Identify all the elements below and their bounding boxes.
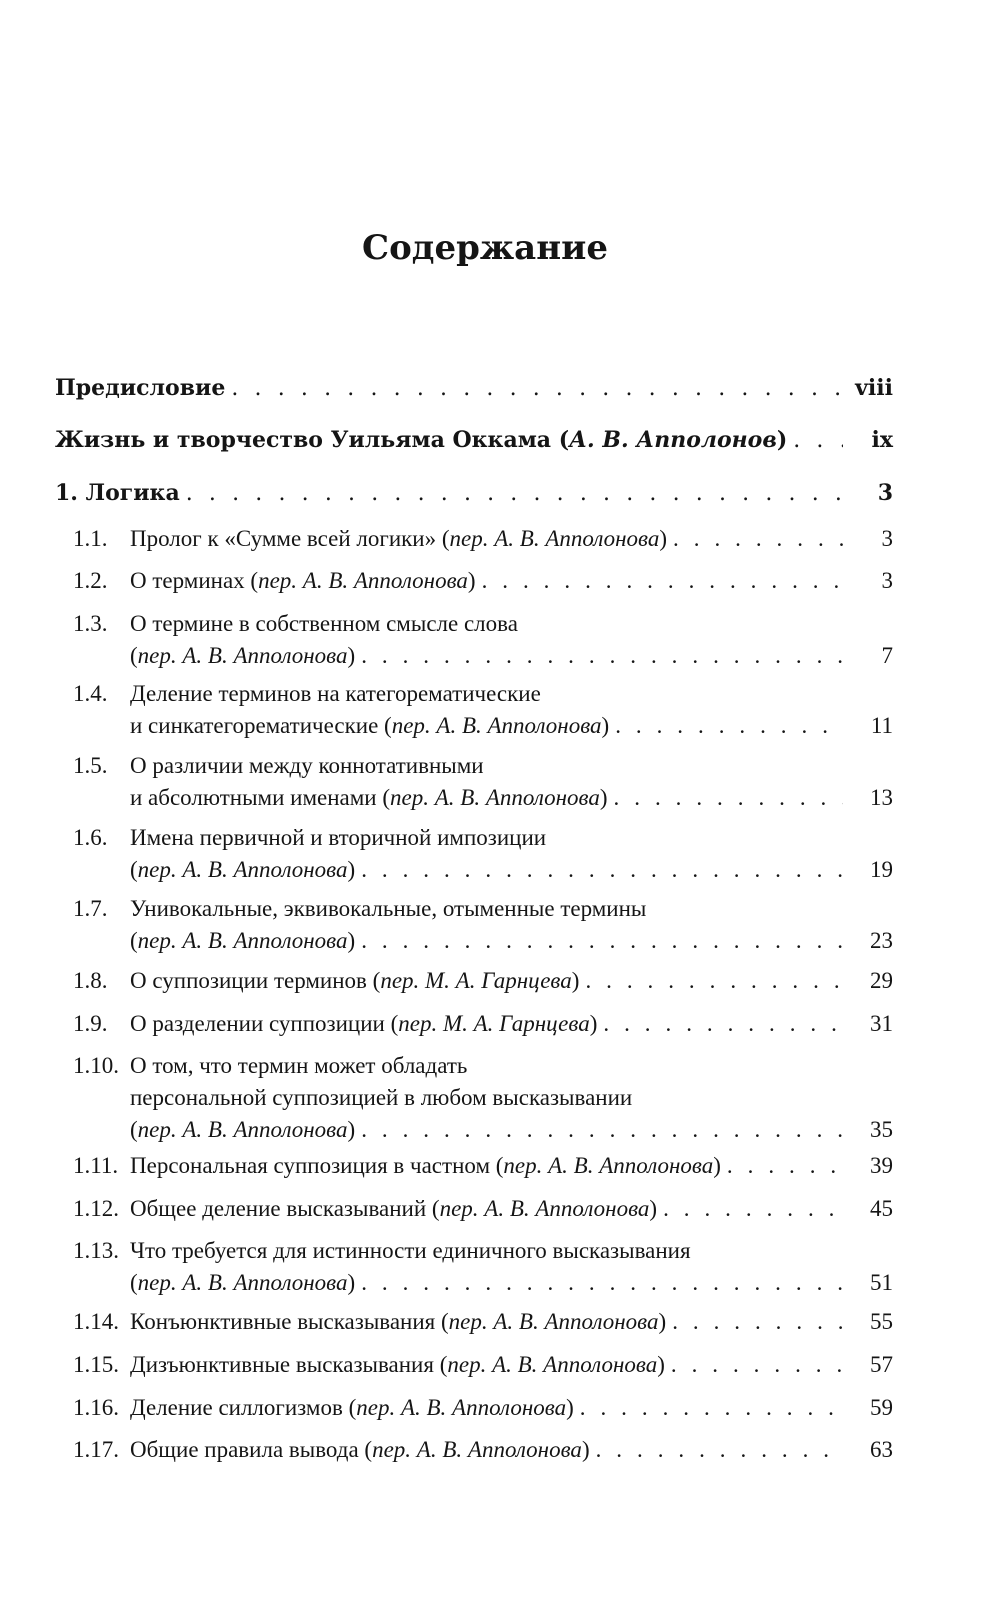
page-number: 7 bbox=[881, 643, 893, 668]
page-number: 39 bbox=[870, 1153, 893, 1178]
open-paren: ( bbox=[130, 1270, 138, 1295]
dot-leader bbox=[615, 710, 843, 742]
page-number: ix bbox=[871, 427, 893, 453]
open-paren: ( bbox=[130, 857, 138, 882]
dot-leader bbox=[727, 1150, 843, 1182]
page-number: 35 bbox=[870, 1117, 893, 1142]
page-number: 45 bbox=[870, 1196, 893, 1221]
entry-title: Жизнь и творчество Уильяма Оккама ( bbox=[55, 427, 570, 453]
entry-title-line: Унивокальные, эквивокальные, отыменные термины bbox=[130, 896, 647, 921]
entry-number: 1.4. bbox=[73, 681, 108, 706]
page-number: 63 bbox=[870, 1437, 893, 1462]
toc-entry[interactable]: 1.16. Деление силлогизмов (пер. А. В. Апполонова) . . . 59 bbox=[73, 1392, 893, 1424]
toc-entry[interactable]: 1.13. Что требуется для истинности единичного высказывания (пер. А. В. Апполонова) . . . 51 bbox=[73, 1235, 893, 1299]
entry-title: Предисловие bbox=[55, 375, 226, 401]
entry-number: 1.1. bbox=[73, 526, 108, 551]
entry-title: 1. Логика bbox=[55, 480, 180, 506]
toc-entry[interactable]: 1.9. О разделении суппозиции (пер. М. А. Гарнцева) . . . 31 bbox=[73, 1008, 893, 1040]
entry-number: 1.17. bbox=[73, 1437, 119, 1462]
toc-entry[interactable]: 1.8. О суппозиции терминов (пер. М. А. Гарнцева) . . . 29 bbox=[73, 965, 893, 997]
open-paren: ( bbox=[130, 643, 138, 668]
toc-entry[interactable]: 1.11. Персональная суппозиция в частном (пер. А. В. Апполонова) . . . 39 bbox=[73, 1150, 893, 1182]
entry-credit: пер. А. В. Апполонова bbox=[503, 1153, 714, 1178]
dot-leader bbox=[361, 640, 843, 672]
dot-leader bbox=[361, 854, 843, 886]
dot-leader bbox=[603, 1008, 843, 1040]
entry-number: 1.12. bbox=[73, 1196, 119, 1221]
entry-credit: пер. А. В. Апполонова bbox=[137, 1117, 348, 1142]
entry-title: и синкатегорематические ( bbox=[130, 713, 392, 738]
entry-number: 1.5. bbox=[73, 753, 108, 778]
toc-entry[interactable]: 1.7. Унивокальные, эквивокальные, отыменные термины (пер. А. В. Апполонова) . . . 23 bbox=[73, 893, 893, 957]
toc-entry-life-and-work[interactable] bbox=[55, 424, 893, 457]
page-number: 3 bbox=[881, 568, 893, 593]
toc-entry-logic[interactable] bbox=[55, 477, 893, 510]
entry-title: Дизъюнктивные высказывания ( bbox=[130, 1352, 448, 1377]
toc-entry[interactable]: 1.17. Общие правила вывода (пер. А. В. Апполонова) . . . 63 bbox=[73, 1434, 893, 1466]
entry-number: 1.3. bbox=[73, 611, 108, 636]
page-number: 13 bbox=[870, 785, 893, 810]
toc-entry[interactable]: 1.5. О различии между коннотативными и абсолютными именами (пер. А. В. Апполонова) . . . 13 bbox=[73, 750, 893, 814]
entry-title: Общее деление высказываний ( bbox=[130, 1196, 440, 1221]
dot-leader bbox=[482, 565, 843, 597]
entry-title-line: персональной суппозицией в любом высказывании bbox=[130, 1085, 633, 1110]
page-number: 55 bbox=[870, 1309, 893, 1334]
entry-credit: пер. А. В. Апполонова bbox=[449, 526, 660, 551]
entry-credit: пер. А. В. Апполонова bbox=[137, 928, 348, 953]
entry-title: и абсолютными именами ( bbox=[130, 785, 391, 810]
entry-credit: пер. А. В. Апполонова bbox=[356, 1395, 567, 1420]
dot-leader bbox=[231, 373, 843, 405]
entry-credit: пер. А. В. Апполонова bbox=[390, 785, 600, 810]
page-number: 11 bbox=[870, 713, 893, 738]
toc-entry[interactable]: 1.2. О терминах (пер. А. В. Апполонова) . . . 3 bbox=[73, 565, 893, 597]
entry-number: 1.16. bbox=[73, 1395, 119, 1420]
page-number: 3 bbox=[881, 526, 893, 551]
toc-entry[interactable]: 1.14. Конъюнктивные высказывания (пер. А. В. Апполонова) . . . 55 bbox=[73, 1306, 893, 1338]
dot-leader bbox=[673, 523, 843, 555]
entry-title-line: О различии между коннотативными bbox=[130, 753, 484, 778]
dot-leader bbox=[186, 478, 843, 510]
entry-number: 1.11. bbox=[73, 1153, 119, 1178]
entry-title-line: Имена первичной и вторичной импозиции bbox=[130, 825, 547, 850]
entry-number: 1.13. bbox=[73, 1238, 119, 1263]
page-number: 19 bbox=[870, 857, 893, 882]
entry-credit: А. В. Апполонов bbox=[569, 427, 777, 453]
entry-number: 1.7. bbox=[73, 896, 108, 921]
toc-entry[interactable]: 1.15. Дизъюнктивные высказывания (пер. А. В. Апполонова) . . . 57 bbox=[73, 1349, 893, 1381]
dot-leader bbox=[596, 1434, 843, 1466]
entry-title: О терминах ( bbox=[130, 568, 259, 593]
toc-entry[interactable]: 1.3. О термине в собственном смысле слова (пер. А. В. Апполонова) . . . 7 bbox=[73, 608, 893, 672]
entry-title: Конъюнктивные высказывания ( bbox=[130, 1309, 449, 1334]
entry-title: Общие правила вывода ( bbox=[130, 1437, 373, 1462]
toc-entry[interactable]: 1.1. Пролог к «Сумме всей логики» (пер. А. В. Апполонова) . . . 3 bbox=[73, 523, 893, 555]
page-title: Содержание bbox=[362, 228, 608, 268]
dot-leader bbox=[663, 1193, 843, 1225]
dot-leader bbox=[580, 1392, 843, 1424]
page-number: 57 bbox=[870, 1352, 893, 1377]
entry-title: О разделении суппозиции ( bbox=[130, 1011, 399, 1036]
dot-leader bbox=[361, 925, 843, 957]
entry-credit: пер. А. В. Апполонова bbox=[137, 643, 348, 668]
entry-credit: пер. А. В. Апполонова bbox=[258, 568, 468, 593]
entry-close-paren: ) bbox=[776, 427, 788, 453]
entry-credit: пер. А. В. Апполонова bbox=[137, 1270, 348, 1295]
entry-number: 1.14. bbox=[73, 1309, 119, 1334]
page-number: 51 bbox=[870, 1270, 893, 1295]
entry-number: 1.2. bbox=[73, 568, 108, 593]
page-number: 3 bbox=[877, 480, 893, 506]
entry-number: 1.9. bbox=[73, 1011, 108, 1036]
toc-entry-preface[interactable] bbox=[55, 372, 893, 405]
dot-leader bbox=[614, 782, 843, 814]
dot-leader bbox=[361, 1114, 843, 1146]
entry-title-line: О том, что термин может обладать bbox=[130, 1053, 468, 1078]
entry-title-line: О термине в собственном смысле слова bbox=[130, 611, 518, 636]
page-number: 59 bbox=[870, 1395, 893, 1420]
entry-title-line: Что требуется для истинности единичного высказывания bbox=[130, 1238, 691, 1263]
toc-entry[interactable]: 1.4. Деление терминов на категорематические и синкатегорематические (пер. А. В. Апполонова) . . . 11 bbox=[73, 678, 893, 742]
entry-number: 1.15. bbox=[73, 1352, 119, 1377]
open-paren: ( bbox=[130, 928, 138, 953]
entry-title: Пролог к «Сумме всей логики» ( bbox=[130, 526, 450, 551]
page-number: viii bbox=[855, 375, 893, 401]
entry-title: О суппозиции терминов ( bbox=[130, 968, 381, 993]
dot-leader bbox=[361, 1267, 843, 1299]
entry-title-line: Деление терминов на категорематические bbox=[130, 681, 541, 706]
open-paren: ( bbox=[130, 1117, 138, 1142]
entry-number: 1.8. bbox=[73, 968, 108, 993]
dot-leader bbox=[585, 965, 843, 997]
dot-leader bbox=[793, 425, 843, 457]
entry-credit: пер. А. В. Апполонова bbox=[137, 857, 348, 882]
entry-title: Деление силлогизмов ( bbox=[130, 1395, 357, 1420]
entry-credit: пер. А. В. Апполонова bbox=[372, 1437, 582, 1462]
entry-number: 1.10. bbox=[73, 1053, 119, 1078]
entry-number: 1.6. bbox=[73, 825, 108, 850]
entry-title: Персональная суппозиция в частном ( bbox=[130, 1153, 504, 1178]
page-number: 23 bbox=[870, 928, 893, 953]
page-number: 31 bbox=[870, 1011, 893, 1036]
dot-leader bbox=[671, 1349, 843, 1381]
entry-credit: пер. А. В. Апполонова bbox=[447, 1352, 658, 1377]
toc-entry[interactable]: 1.6. Имена первичной и вторичной импозиции (пер. А. В. Апполонова) . . . 19 bbox=[73, 822, 893, 886]
entry-credit: пер. А. В. Апполонова bbox=[448, 1309, 659, 1334]
toc-entry[interactable]: 1.12. Общее деление высказываний (пер. А. В. Апполонова) . . . 45 bbox=[73, 1193, 893, 1225]
toc-entry[interactable]: 1.10. О том, что термин может обладать персональной суппозицией в любом высказывании (пер. А. В. Апполонова) . . . 35 bbox=[73, 1050, 893, 1146]
entry-credit: пер. М. А. Гарнцева bbox=[398, 1011, 590, 1036]
entry-credit: пер. А. В. Апполонова bbox=[391, 713, 602, 738]
page-number: 29 bbox=[870, 968, 893, 993]
entry-credit: пер. А. В. Апполонова bbox=[439, 1196, 650, 1221]
entry-credit: пер. М. А. Гарнцева bbox=[380, 968, 572, 993]
dot-leader bbox=[672, 1306, 843, 1338]
